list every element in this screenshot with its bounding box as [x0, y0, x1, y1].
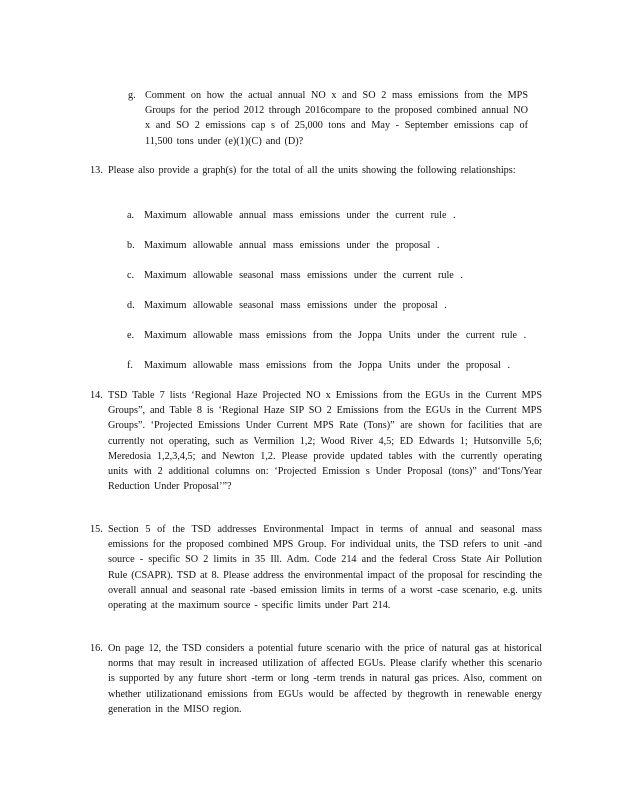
list-marker: d. — [127, 300, 135, 311]
question-16 — [90, 641, 542, 717]
paragraph-text: On page 12, the TSD considers a potential future scenario with the price of natural gas at historical norms that may result in increased utilization of affected EGUs. Please clarify whether this scenario is supported by any future short -term or long -term trends in natural gas prices. Also, comment on whether utilizationand emissions from EGUs would be affected by thegrowth in renewable energy generation in the MISO region. — [108, 643, 542, 715]
list-marker: a. — [127, 210, 135, 221]
question-14 — [90, 388, 542, 494]
list-item — [127, 298, 447, 313]
list-marker: g. — [128, 90, 136, 101]
list-item — [127, 208, 456, 223]
question-number: 15. — [90, 524, 103, 535]
list-item-text: Maximum allowable seasonal mass emissions under the current rule . — [144, 270, 463, 281]
list-item — [127, 268, 463, 283]
paragraph-text: Section 5 of the TSD addresses Environmental Impact in terms of annual and seasonal mass emissions for the proposed combined MPS Group. For individual units, the TSD refers to unit -and source - specific SO 2 limits in 35 Ill. Adm. Code 214 and the federal Cross State Air Pollution Rule (CSAPR). TSD at 8. Please address the environmental impact of the proposal for rescinding the overall annual and seasonal rate -based emission limits in terms of a worst -case scenario, e.g. units operating at the maximum source - specific limits under Part 214. — [108, 524, 542, 612]
list-item — [127, 238, 439, 253]
paragraph-text: Comment on how the actual annual NO x and SO 2 mass emissions from the MPS Groups for the period 2012 through 2016compare to the proposed combined annual NO x and SO 2 emissions cap s of 25,000 tons and May - September emissions cap of 11,500 tons under (e)(1)(C) and (D)? — [145, 90, 528, 147]
list-marker: b. — [127, 240, 135, 251]
paragraph-text: TSD Table 7 lists ‘Regional Haze Projected NO x Emissions from the EGUs in the Current MPS Groups”, and Table 8 is ‘Regional Haze SIP SO 2 Emissions from the EGUs in the Current MPS Groups”. ‘Projected Emissions Under Current MPS Rate (Tons)” are shown for facilities that are currently not operating, such as Vermilion 1,2; Wood River 4,5; ED Edwards 1; Hutsonville 5,6; Meredosia 1,2,3,4,5; and Newton 1,2. Please provide updated tables with the currently operating units with 2 additional columns on: ‘Projected Emission s Under Proposal (tons)” and‘Tons/Year Reduction Under Proposal’”? — [108, 390, 542, 493]
list-item-text: Maximum allowable mass emissions from the Joppa Units under the proposal . — [144, 360, 510, 371]
list-item-text: Maximum allowable annual mass emissions under the proposal . — [144, 240, 440, 251]
question-number: 14. — [90, 390, 103, 401]
list-marker: c. — [127, 270, 135, 281]
list-item-text: Maximum allowable mass emissions from the Joppa Units under the current rule . — [144, 330, 527, 341]
list-item — [127, 328, 526, 343]
question-number: 13. — [90, 165, 103, 176]
list-item — [127, 358, 510, 373]
question-12g — [128, 88, 528, 149]
question-number: 16. — [90, 643, 103, 654]
list-item-text: Maximum allowable seasonal mass emissions under the proposal . — [144, 300, 447, 311]
question-15 — [90, 522, 542, 613]
list-marker: f. — [127, 360, 133, 371]
paragraph-text: Please also provide a graph(s) for the total of all the units showing the following relationships: — [108, 165, 516, 176]
list-marker: e. — [127, 330, 135, 341]
question-13 — [90, 163, 542, 178]
list-item-text: Maximum allowable annual mass emissions under the current rule . — [144, 210, 456, 221]
